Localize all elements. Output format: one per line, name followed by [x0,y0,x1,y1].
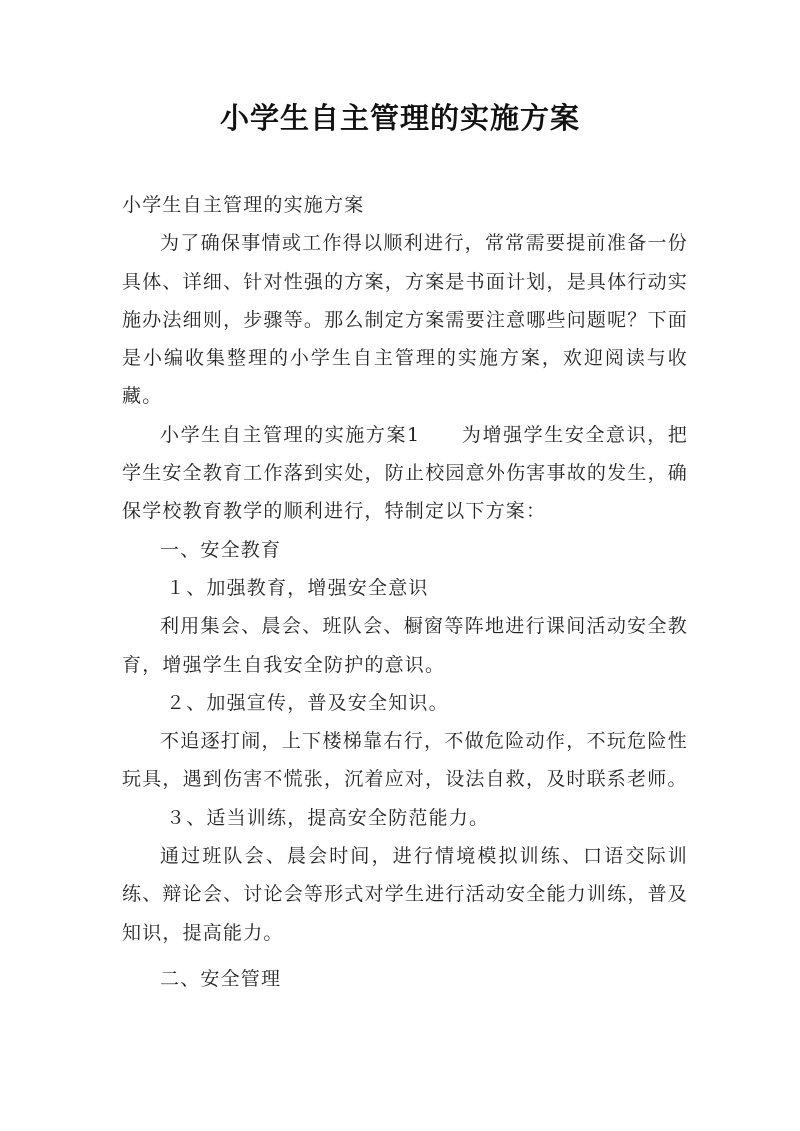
item-paragraph-1: 利用集会、晨会、班队会、橱窗等阵地进行课间活动安全教育，增强学生自我安全防护的意识。 [122,615,688,676]
item-heading-1: １、加强教育，增强安全意识 [166,576,429,599]
subtitle-paragraph: 小学生自主管理的实施方案 [122,194,365,216]
section-heading-2: 二、安全管理 [160,967,282,990]
item-heading-3: ３、适当训练，提高安全防范能力。 [166,806,490,829]
plan-1-paragraph: 小学生自主管理的实施方案1 为增强学生安全意识，把学生安全教育工作落到实处，防止校园意外伤害事故的发生，确保学校教育教学的顺利进行，特制定以下方案： [122,423,688,523]
item-paragraph-3: 通过班队会、晨会时间，进行情境模拟训练、口语交际训练、辩论会、讨论会等形式对学生进行活动安全能力训练，普及知识，提高能力。 [122,845,688,944]
intro-paragraph: 为了确保事情或工作得以顺利进行，常常需要提前准备一份具体、详细、针对性强的方案，方案是书面计划，是具体行动实施办法细则，步骤等。那么制定方案需要注意哪些问题呢？下面是小编收集整理的小学生自主管理的实施方案，欢迎阅读与收藏。 [122,232,688,408]
item-heading-2: ２、加强宣传，普及安全知识。 [166,691,449,714]
paragraph-spacer [122,952,688,960]
document-body [122,186,688,998]
section-heading-1: 一、安全教育 [160,538,282,561]
document-title: 小学生自主管理的实施方案 [219,101,580,135]
item-paragraph-2: 不追逐打闹，上下楼梯靠右行，不做危险动作，不玩危险性玩具，遇到伤害不慌张，沉着应对，设法自救，及时联系老师。 [122,730,688,791]
